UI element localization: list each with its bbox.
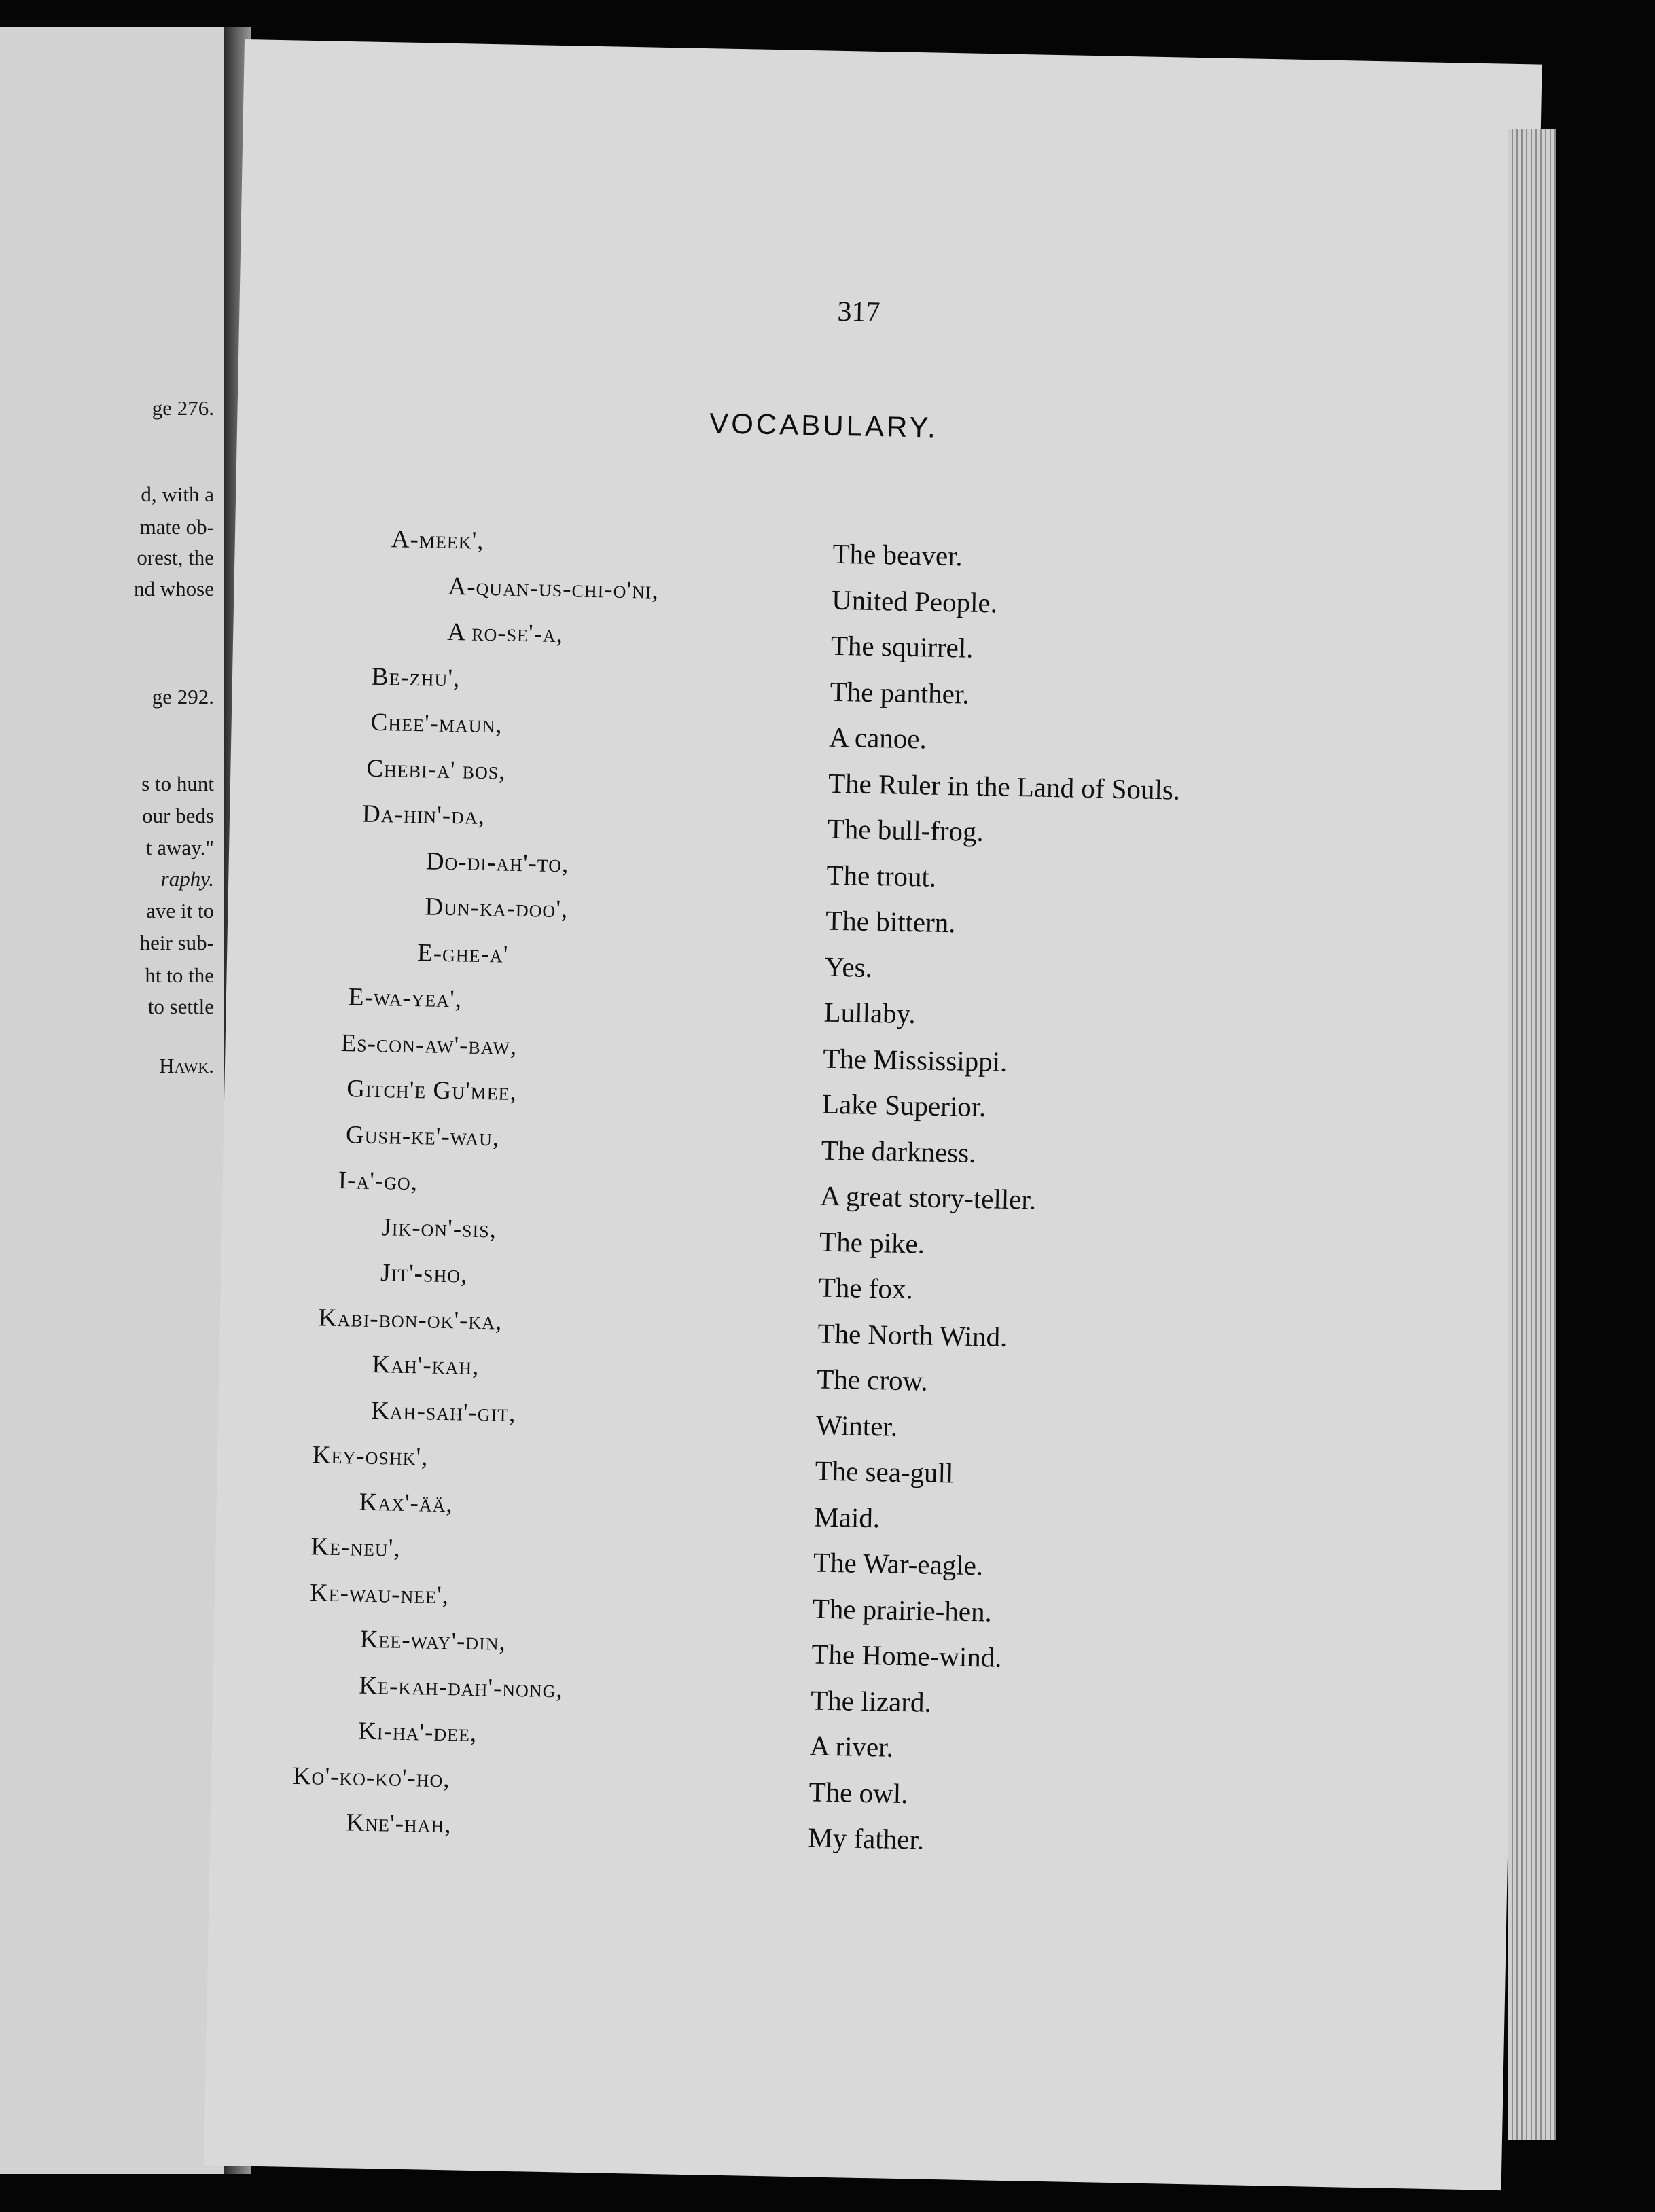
- vocabulary-term: Kabi-bon-ok'-ka,: [318, 1303, 503, 1336]
- vocabulary-gloss: Winter.: [815, 1409, 898, 1442]
- vocabulary-gloss: Maid.: [813, 1501, 880, 1533]
- vocabulary-term: A ro-se'-a,: [446, 618, 564, 649]
- page-edges: [1508, 129, 1556, 2140]
- vocabulary-gloss: The owl.: [808, 1775, 908, 1809]
- facing-page-text-fragment: raphy.: [160, 867, 214, 891]
- vocabulary-gloss: The pike.: [819, 1226, 925, 1260]
- vocabulary-gloss: The squirrel.: [830, 629, 974, 664]
- facing-page-text-fragment: our beds: [142, 804, 214, 827]
- vocabulary-gloss: The Home-wind.: [811, 1638, 1003, 1673]
- page-317: [204, 39, 1542, 2190]
- facing-page-text-fragment: to settle: [147, 995, 214, 1018]
- vocabulary-gloss: A great story-teller.: [820, 1179, 1037, 1215]
- vocabulary-term: Es-con-aw'-baw,: [340, 1029, 518, 1060]
- page-number: 317: [837, 296, 880, 329]
- vocabulary-term: Kee-way'-din,: [359, 1625, 507, 1656]
- vocabulary-gloss: Lullaby.: [823, 996, 917, 1030]
- vocabulary-term: Do-di-ah'-to,: [425, 846, 569, 878]
- facing-page-text-fragment: ge 292.: [152, 685, 214, 709]
- vocabulary-term: Ke-kah-dah'-nong,: [359, 1671, 564, 1703]
- vocabulary-gloss: Yes.: [824, 950, 873, 983]
- vocabulary-gloss: The lizard.: [810, 1683, 932, 1718]
- vocabulary-gloss: Lake Superior.: [821, 1088, 986, 1123]
- facing-page-text-fragment: ave it to: [146, 899, 214, 923]
- facing-page-text-fragment: s to hunt: [141, 772, 214, 796]
- vocabulary-term: Dun-ka-doo',: [425, 893, 569, 924]
- vocabulary-gloss: The War-eagle.: [813, 1546, 984, 1582]
- facing-page-text-fragment: ge 276.: [152, 396, 214, 420]
- vocabulary-term: Kah-sah'-git,: [370, 1396, 516, 1427]
- vocabulary-term: I-a'-go,: [338, 1166, 419, 1196]
- vocabulary-gloss: The darkness.: [821, 1134, 976, 1169]
- facing-page-fragment: [0, 27, 235, 2174]
- vocabulary-gloss: My father.: [807, 1821, 925, 1855]
- facing-page-text-fragment: orest, the: [137, 546, 214, 569]
- vocabulary-term: Chee'-maun,: [370, 708, 503, 739]
- vocabulary-term: Jit'-sho,: [380, 1259, 468, 1289]
- vocabulary-term: Ko'-ko-ko'-ho,: [292, 1762, 451, 1793]
- vocabulary-gloss: The trout.: [826, 859, 937, 893]
- vocabulary-gloss: The bull-frog.: [827, 813, 984, 848]
- vocabulary-gloss: The beaver.: [832, 537, 963, 572]
- vocabulary-term: Ke-wau-nee',: [309, 1578, 450, 1609]
- facing-page-text-fragment: mate ob-: [139, 515, 214, 539]
- facing-page-text-fragment: Hawk.: [159, 1054, 214, 1077]
- vocabulary-term: Key-oshk',: [312, 1441, 429, 1471]
- vocabulary-gloss: The Ruler in the Land of Souls.: [828, 767, 1181, 806]
- facing-page-text-fragment: d, with a: [141, 482, 214, 506]
- vocabulary-gloss: The crow.: [816, 1363, 929, 1397]
- vocabulary-term: E-ghe-a': [416, 938, 509, 969]
- facing-page-text-fragment: ht to the: [145, 963, 214, 987]
- vocabulary-term: E-wa-yea',: [348, 983, 463, 1014]
- vocabulary-term: Ke-neu',: [310, 1533, 402, 1563]
- facing-page-text-fragment: nd whose: [134, 577, 214, 601]
- vocabulary-gloss: The Mississippi.: [822, 1042, 1008, 1077]
- vocabulary-gloss: The prairie-hen.: [812, 1592, 993, 1628]
- vocabulary-gloss: A canoe.: [829, 721, 927, 755]
- vocabulary-gloss: A river.: [809, 1730, 894, 1763]
- facing-page-text-fragment: heir sub-: [139, 931, 214, 955]
- vocabulary-gloss: The North Wind.: [817, 1317, 1008, 1353]
- vocabulary-term: Jik-on'-sis,: [381, 1213, 497, 1243]
- vocabulary-term: Kax'-ää,: [359, 1488, 454, 1518]
- vocabulary-term: Da-hin'-da,: [361, 800, 486, 831]
- facing-page-text-fragment: t away.": [145, 836, 214, 859]
- vocabulary-gloss: The fox.: [818, 1271, 914, 1305]
- vocabulary-term: A-meek',: [391, 525, 484, 555]
- vocabulary-term: Ki-ha'-dee,: [357, 1717, 478, 1748]
- vocabulary-term: A-quan-us-chi-o'ni,: [448, 572, 660, 605]
- vocabulary-term: Chebi-a' bos,: [366, 754, 506, 785]
- vocabulary-gloss: The panther.: [830, 675, 970, 710]
- vocabulary-heading: VOCABULARY.: [709, 407, 939, 444]
- vocabulary-gloss: United People.: [831, 584, 998, 618]
- vocabulary-term: Be-zhu',: [371, 662, 461, 692]
- vocabulary-term: Kah'-kah,: [372, 1350, 480, 1380]
- vocabulary-gloss: The bittern.: [825, 904, 956, 939]
- vocabulary-term: Kne'-hah,: [346, 1808, 452, 1839]
- vocabulary-term: Gitch'e Gu'mee,: [346, 1075, 518, 1106]
- vocabulary-term: Gush-ke'-wau,: [345, 1120, 500, 1152]
- vocabulary-gloss: The sea-gull: [815, 1455, 954, 1489]
